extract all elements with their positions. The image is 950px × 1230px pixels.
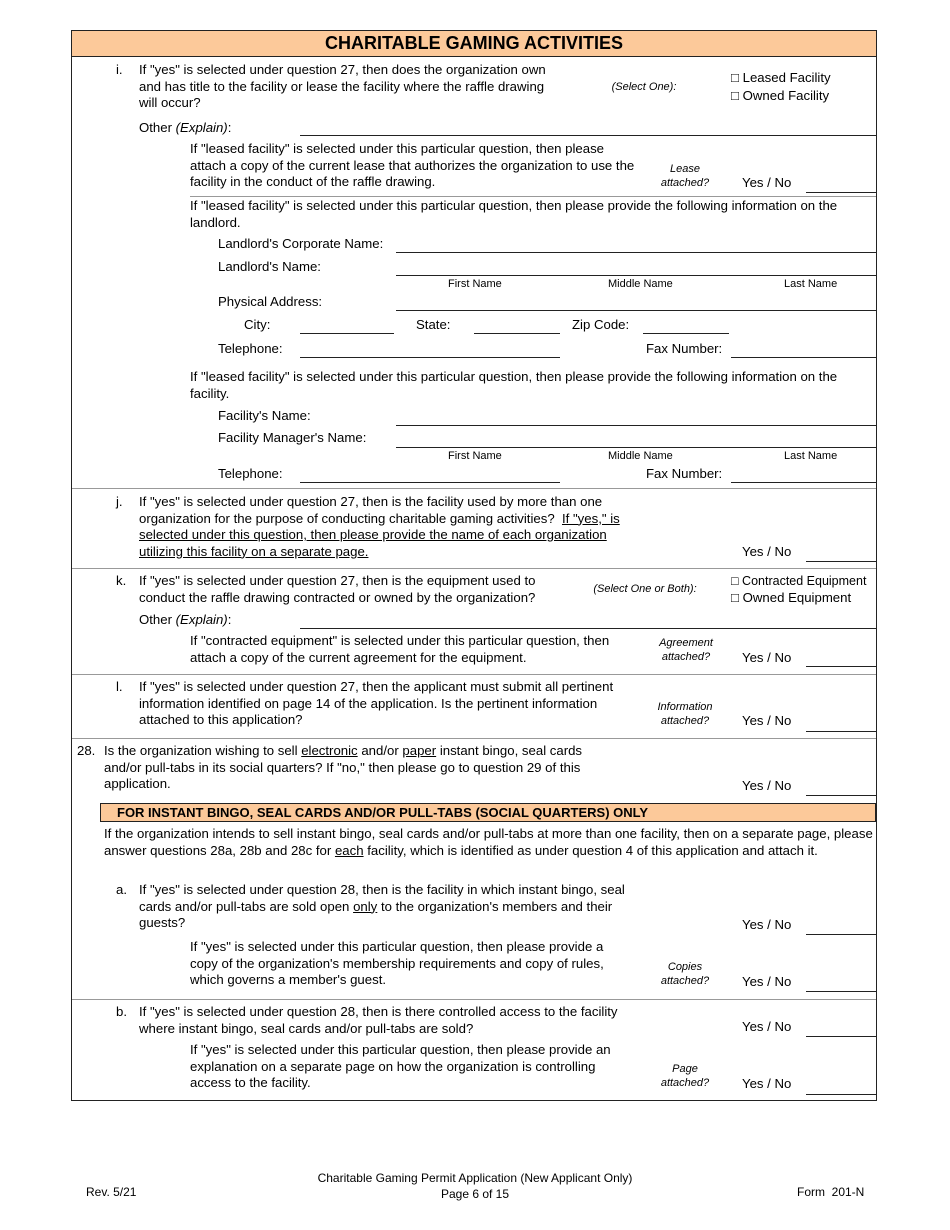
checkbox-icon[interactable]: □ <box>731 590 739 605</box>
manager-middle-name-caption: Middle Name <box>608 450 673 462</box>
checkbox-icon[interactable]: □ <box>731 574 739 588</box>
landlord-city-label: City: <box>244 317 271 332</box>
q-28a-copies-yes-no: Yes / No <box>742 974 792 989</box>
divider <box>72 488 876 489</box>
q-i-option-owned[interactable]: □ Owned Facility <box>731 88 830 103</box>
q-j-text: If "yes" is selected under question 27, then is the facility used by more than one organization for the purpose of conducting charitable gaming activities? If "yes," is selected under this question, then please provide the name of each organization utilizing this facility on a separate page. <box>139 494 620 559</box>
landlord-corp-field[interactable] <box>396 252 876 253</box>
q-i-option-leased[interactable]: □ Leased Facility <box>731 70 831 85</box>
q-k-other-field[interactable] <box>300 628 876 629</box>
page-title: CHARITABLE GAMING ACTIVITIES <box>72 31 876 57</box>
section-heading: FOR INSTANT BINGO, SEAL CARDS AND/OR PULL-TABS (SOCIAL QUARTERS) ONLY <box>100 803 876 822</box>
q-i-other-field[interactable] <box>300 135 876 136</box>
q-28a-yes-no: Yes / No <box>742 917 792 932</box>
landlord-address-label: Physical Address: <box>218 294 323 309</box>
q-i-lease-answer-field[interactable] <box>806 192 876 193</box>
q-28b-yes-no: Yes / No <box>742 1019 792 1034</box>
q-28a-copies-attached: Copies attached? <box>660 961 710 987</box>
landlord-address-field[interactable] <box>396 310 876 311</box>
q-l-answer-field[interactable] <box>806 731 876 732</box>
q-j-yes-no: Yes / No <box>742 544 792 559</box>
footer-form-number: Form 201-N <box>797 1185 865 1199</box>
landlord-telephone-field[interactable] <box>300 357 560 358</box>
q-l-info-attached: Information attached? <box>657 701 713 727</box>
q-i-yes-no: Yes / No <box>742 175 792 190</box>
q-k-select-hint: (Select One or Both): <box>593 583 697 595</box>
q-28-text: Is the organization wishing to sell electronic and/or paper instant bingo, seal cards and/or pull-tabs in its social quarters? If "no," then please go to question 29 of this application. <box>104 743 583 792</box>
q-28b-answer-field[interactable] <box>806 1036 876 1037</box>
landlord-state-field[interactable] <box>474 333 560 334</box>
q-28-answer-field[interactable] <box>806 795 876 796</box>
landlord-corp-label: Landlord's Corporate Name: <box>218 236 384 251</box>
landlord-zip-label: Zip Code: <box>572 317 630 332</box>
facility-fax-label: Fax Number: <box>646 466 723 481</box>
q-k-answer-field[interactable] <box>806 666 876 667</box>
q-i-other-label: Other (Explain): <box>139 120 232 135</box>
landlord-zip-field[interactable] <box>643 333 729 334</box>
landlord-intro: If "leased facility" is selected under this particular question, then please provide the following information on the landlord. <box>190 198 838 230</box>
facility-manager-label: Facility Manager's Name: <box>218 430 367 445</box>
facility-fax-field[interactable] <box>731 482 876 483</box>
landlord-last-name-caption: Last Name <box>784 278 838 290</box>
facility-intro: If "leased facility" is selected under this particular question, then please provide the following information on the facility. <box>190 369 838 401</box>
landlord-name-label: Landlord's Name: <box>218 259 321 274</box>
q-28b-page-answer-field[interactable] <box>806 1094 876 1095</box>
landlord-fax-label: Fax Number: <box>646 341 723 356</box>
landlord-fax-field[interactable] <box>731 357 876 358</box>
q-l-yes-no: Yes / No <box>742 713 792 728</box>
divider <box>72 999 876 1000</box>
q-28-yes-no: Yes / No <box>742 778 792 793</box>
facility-name-label: Facility's Name: <box>218 408 311 423</box>
facility-name-field[interactable] <box>396 425 876 426</box>
q-i-lease-attached: Lease attached? <box>660 163 710 189</box>
q-28b-text: If "yes" is selected under question 28, then is there controlled access to the facility where instant bingo, seal cards and/or pull-tabs are sold? <box>139 1004 618 1036</box>
q-k-agreement-text: If "contracted equipment" is selected under this particular question, then attach a copy of the current agreement for the equipment. <box>190 633 610 665</box>
q-28a-label: a. <box>116 882 127 897</box>
facility-telephone-label: Telephone: <box>218 466 283 481</box>
q-k-agreement-attached: Agreement attached? <box>659 637 713 663</box>
section-intro: If the organization intends to sell instant bingo, seal cards and/or pull-tabs at more than one facility, then on a separate page, please answer questions 28a, 28b and 28c for each facility, which is identified as under question 4 of this application and attach it. <box>104 826 873 858</box>
checkbox-icon[interactable]: □ <box>731 70 739 85</box>
q-k-label: k. <box>116 573 127 588</box>
q-28b-page-yes-no: Yes / No <box>742 1076 792 1091</box>
q-i-label: i. <box>116 62 123 77</box>
q-j-label: j. <box>116 494 123 509</box>
divider <box>72 674 876 675</box>
divider <box>190 196 876 197</box>
footer-revision: Rev. 5/21 <box>86 1185 137 1199</box>
q-28a-answer-field[interactable] <box>806 934 876 935</box>
q-k-other-label: Other (Explain): <box>139 612 232 627</box>
q-28-label: 28. <box>77 743 96 758</box>
landlord-first-name-caption: First Name <box>448 278 502 290</box>
landlord-middle-name-caption: Middle Name <box>608 278 673 290</box>
q-i-lease-text: If "leased facility" is selected under this particular question, then please attach a copy of the current lease that authorizes the organization to use the facility in the conduct of the raffle drawing. <box>190 141 635 190</box>
footer-page-number: Page 6 of 15 <box>440 1187 510 1201</box>
landlord-telephone-label: Telephone: <box>218 341 283 356</box>
manager-last-name-caption: Last Name <box>784 450 838 462</box>
landlord-city-field[interactable] <box>300 333 394 334</box>
q-28b-page-attached: Page attached? <box>660 1063 710 1089</box>
q-i-select-hint: (Select One): <box>611 81 677 93</box>
facility-telephone-field[interactable] <box>300 482 560 483</box>
q-l-label: l. <box>116 679 123 694</box>
q-28a-text: If "yes" is selected under question 28, then is the facility in which instant bingo, seal cards and/or pull-tabs are sold open only to the organization's members and their guests? <box>139 882 625 931</box>
q-28a-copies-text: If "yes" is selected under this particular question, then please provide a copy of the organization's membership requirements and copy of rules, which governs a member's guest. <box>190 939 604 988</box>
landlord-state-label: State: <box>416 317 451 332</box>
checkbox-icon[interactable]: □ <box>731 88 739 103</box>
manager-first-name-caption: First Name <box>448 450 502 462</box>
q-k-yes-no: Yes / No <box>742 650 792 665</box>
q-l-text: If "yes" is selected under question 27, then the applicant must submit all pertinent information identified on page 14 of the application. Is the pertinent information attached to this application? <box>139 679 614 728</box>
q-28a-copies-answer-field[interactable] <box>806 991 876 992</box>
q-j-answer-field[interactable] <box>806 561 876 562</box>
q-28b-label: b. <box>116 1004 127 1019</box>
footer-title: Charitable Gaming Permit Application (New Applicant Only) <box>317 1171 633 1185</box>
divider <box>72 568 876 569</box>
q-k-option-contracted[interactable]: □ Contracted Equipment <box>731 574 867 588</box>
q-28b-page-text: If "yes" is selected under this particular question, then please provide an explanation on a separate page on how the organization is controlling access to the facility. <box>190 1042 611 1091</box>
q-i-text: If "yes" is selected under question 27, then does the organization own and has title to the facility or lease the facility where the raffle drawing will occur? <box>139 62 546 111</box>
divider <box>72 738 876 739</box>
q-k-option-owned[interactable]: □ Owned Equipment <box>731 590 852 605</box>
q-k-text: If "yes" is selected under question 27, then is the equipment used to conduct the raffle drawing contracted or owned by the organization? <box>139 573 536 605</box>
